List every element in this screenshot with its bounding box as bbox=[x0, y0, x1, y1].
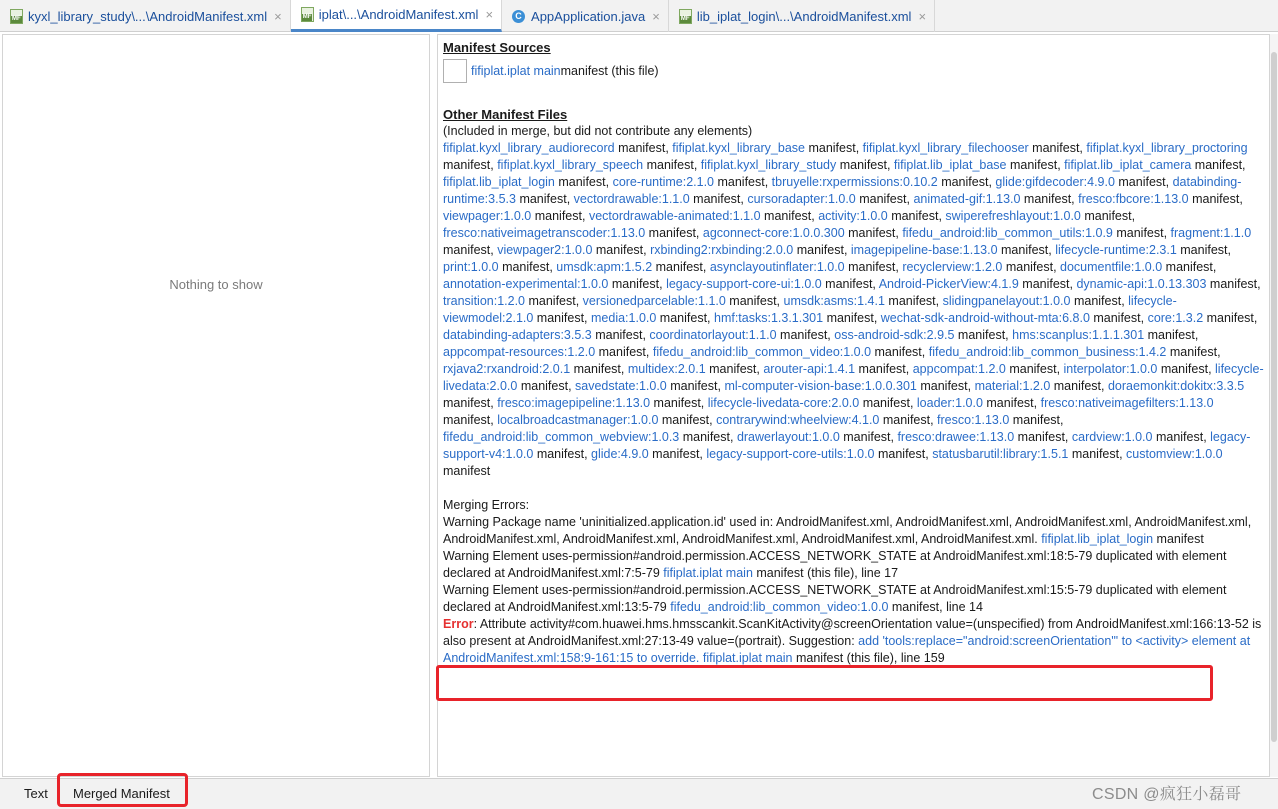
manifest-suffix: manifest bbox=[823, 311, 874, 325]
manifest-suffix: manifest bbox=[570, 362, 621, 376]
manifest-suffix: manifest bbox=[517, 379, 569, 393]
close-icon[interactable]: × bbox=[485, 7, 494, 22]
manifest-file-icon bbox=[10, 9, 23, 24]
manifest-library-link[interactable]: fifiplat.lib_iplat_login bbox=[443, 175, 555, 189]
manifest-library-link[interactable]: Android-PickerView:4.1.9 bbox=[878, 277, 1019, 291]
manifest-library-link[interactable]: statusbarutil:library:1.5.1 bbox=[932, 447, 1069, 461]
manifest-library-link[interactable]: fifiplat.kyxl_library_filechooser bbox=[862, 141, 1029, 155]
manifest-library-link[interactable]: lifecycle-livedata:2.0.0 bbox=[443, 362, 1264, 393]
manifest-library-link[interactable]: slidingpanelayout:1.0.0 bbox=[942, 294, 1071, 308]
close-icon[interactable]: × bbox=[652, 8, 660, 24]
manifest-library-link[interactable]: localbroadcastmanager:1.0.0 bbox=[497, 413, 659, 427]
manifest-library-link[interactable]: fifiplat.lib_iplat_base bbox=[893, 158, 1007, 172]
manifest-suffix: manifest bbox=[937, 175, 989, 189]
editor-tab-2[interactable] bbox=[502, 0, 669, 32]
manifest-suffix: manifest bbox=[705, 362, 757, 376]
manifest-suffix: manifest bbox=[498, 260, 550, 274]
manifest-library-link[interactable]: legacy-support-core-ui:1.0.0 bbox=[666, 277, 822, 291]
manifest-library-link[interactable]: doraemonkit:dokitx:3.3.5 bbox=[1107, 379, 1245, 393]
manifest-suffix: manifest bbox=[997, 243, 1049, 257]
manifest-suffix: manifest bbox=[1005, 362, 1057, 376]
manifest-suffix: manifest bbox=[650, 396, 701, 410]
manifest-suffix: manifest bbox=[884, 294, 936, 308]
manifest-library-link[interactable]: fifiplat.kyxl_library_study bbox=[700, 158, 837, 172]
manifest-library-link[interactable]: lifecycle-livedata-core:2.0.0 bbox=[707, 396, 860, 410]
manifest-suffix: manifest bbox=[821, 277, 873, 291]
tab-label: iplat\...\AndroidManifest.xml bbox=[318, 7, 479, 22]
manifest-library-link[interactable]: transition:1.2.0 bbox=[443, 294, 525, 308]
manifest-library-link[interactable]: fifedu_android:lib_common_webview:1.0.3 bbox=[443, 430, 680, 444]
manifest-library-link[interactable]: vectordrawable:1.1.0 bbox=[573, 192, 690, 206]
manifest-library-link[interactable]: imagepipeline-base:1.13.0 bbox=[850, 243, 998, 257]
manifest-library-link[interactable]: asynclayoutinflater:1.0.0 bbox=[709, 260, 845, 274]
manifest-suffix: manifest bbox=[776, 328, 828, 342]
manifest-library-link[interactable]: fifiplat.kyxl_library_audiorecord bbox=[443, 141, 615, 155]
manifest-suffix: manifest bbox=[614, 141, 666, 155]
manifest-library-link[interactable]: material:1.2.0 bbox=[974, 379, 1051, 393]
manifest-suffix: manifest bbox=[1114, 175, 1166, 189]
manifest-suffix: manifest bbox=[725, 294, 777, 308]
manifest-library-link[interactable]: vectordrawable-animated:1.1.0 bbox=[588, 209, 761, 223]
manifest-suffix: manifest bbox=[1157, 362, 1209, 376]
manifest-library-link[interactable]: glide:4.9.0 bbox=[591, 447, 649, 461]
warning-link[interactable]: fifedu_android:lib_common_video:1.0.0 bbox=[670, 600, 889, 614]
warning-suffix: manifest bbox=[1153, 532, 1204, 546]
source-color-swatch bbox=[443, 59, 467, 83]
manifest-suffix: manifest bbox=[515, 192, 567, 206]
manifest-suffix: manifest bbox=[1014, 430, 1065, 444]
tab-label: lib_iplat_login\...\AndroidManifest.xml bbox=[696, 8, 912, 24]
other-manifest-note: (Included in merge, but did not contribute any elements) bbox=[443, 124, 753, 138]
manifest-library-link[interactable]: animated-gif:1.13.0 bbox=[913, 192, 1021, 206]
manifest-suffix: manifest bbox=[1191, 158, 1243, 172]
manifest-file-icon bbox=[301, 7, 314, 22]
manifest-library-link[interactable]: swiperefreshlayout:1.0.0 bbox=[945, 209, 1081, 223]
manifest-library-link[interactable]: core-runtime:2.1.0 bbox=[612, 175, 714, 189]
warning-suffix: manifest, line 14 bbox=[888, 600, 983, 614]
manifest-suffix: manifest bbox=[1050, 379, 1102, 393]
manifest-library-link[interactable]: savedstate:1.0.0 bbox=[575, 379, 667, 393]
manifest-library-link[interactable]: fresco:fbcore:1.13.0 bbox=[1078, 192, 1189, 206]
manifest-suffix: manifest bbox=[874, 447, 926, 461]
editor-tab-1[interactable] bbox=[291, 0, 502, 32]
manifest-library-link[interactable]: loader:1.0.0 bbox=[916, 396, 983, 410]
manifest-source-suffix: manifest (this file) bbox=[560, 63, 659, 78]
manifest-suffix: manifest bbox=[443, 396, 491, 410]
manifest-library-link[interactable]: annotation-experimental:1.0.0 bbox=[443, 277, 609, 291]
warning-duplicate-permission-1 bbox=[443, 548, 1264, 582]
manifest-suffix: manifest bbox=[1028, 141, 1080, 155]
manifest-source-row bbox=[443, 58, 1264, 84]
manifest-suffix: manifest bbox=[666, 379, 718, 393]
warning-package-name bbox=[443, 514, 1264, 548]
manifest-library-link[interactable]: fragment:1.1.0 bbox=[1170, 226, 1252, 240]
manifest-sources-title: Manifest Sources bbox=[443, 40, 551, 55]
manifest-suffix: manifest bbox=[525, 294, 576, 308]
manifest-library-link[interactable]: viewpager:1.0.0 bbox=[443, 209, 532, 223]
manifest-suffix: manifest bbox=[643, 158, 694, 172]
manifest-library-link[interactable]: multidex:2.0.1 bbox=[627, 362, 706, 376]
manifest-library-link[interactable]: drawerlayout:1.0.0 bbox=[736, 430, 840, 444]
error-manifest-link[interactable]: fifiplat.iplat main bbox=[702, 651, 793, 665]
editor-tab-3[interactable] bbox=[669, 0, 935, 32]
manifest-library-link[interactable]: appcompat-resources:1.2.0 bbox=[443, 345, 596, 359]
manifest-suffix: manifest bbox=[871, 345, 922, 359]
editor-tab-0[interactable] bbox=[0, 0, 291, 32]
manifest-library-link[interactable]: rxjava2:rxandroid:2.0.1 bbox=[443, 362, 571, 376]
warning-text: Warning Element uses-permission#android.permission.ACCESS_NETWORK_STATE at AndroidManifest.xml:18:5-79 duplicated with element declared at AndroidManifest.xml:7:5-79 bbox=[443, 549, 1227, 580]
manifest-suffix: manifest bbox=[1080, 209, 1132, 223]
manifest-suffix: manifest bbox=[1188, 192, 1240, 206]
manifest-library-link[interactable]: fifedu_android:lib_common_utils:1.0.9 bbox=[902, 226, 1113, 240]
manifest-suffix: manifest bbox=[855, 362, 906, 376]
error-suffix: manifest (this file), line 159 bbox=[792, 651, 945, 665]
manifest-suffix: manifest bbox=[1203, 311, 1254, 325]
manifest-library-link[interactable]: legacy-support-core-utils:1.0.0 bbox=[706, 447, 875, 461]
manifest-suffix: manifest bbox=[533, 447, 585, 461]
manifest-library-link[interactable]: cardview:1.0.0 bbox=[1071, 430, 1153, 444]
manifest-suffix: manifest bbox=[443, 464, 491, 478]
manifest-library-link[interactable]: lifecycle-runtime:2.3.1 bbox=[1055, 243, 1177, 257]
manifest-library-link[interactable]: fresco:1.13.0 bbox=[937, 413, 1010, 427]
manifest-library-link[interactable]: glide:gifdecoder:4.9.0 bbox=[995, 175, 1115, 189]
manifest-library-link[interactable]: fifiplat.kyxl_library_base bbox=[672, 141, 805, 155]
manifest-suffix: manifest bbox=[652, 260, 703, 274]
manifest-suffix: manifest bbox=[443, 158, 491, 172]
manifest-suffix: manifest bbox=[656, 311, 708, 325]
manifest-suffix: manifest bbox=[443, 243, 491, 257]
manifest-suffix: manifest bbox=[1176, 243, 1228, 257]
manifest-library-link[interactable]: tbruyelle:rxpermissions:0.10.2 bbox=[771, 175, 938, 189]
manifest-suffix: manifest bbox=[1089, 311, 1141, 325]
manifest-library-link[interactable]: rxbinding2:rxbinding:2.0.0 bbox=[650, 243, 794, 257]
manifest-library-link[interactable]: fresco:imagepipeline:1.13.0 bbox=[497, 396, 651, 410]
manifest-library-link[interactable]: hms:scanplus:1.1.1.301 bbox=[1012, 328, 1145, 342]
editor-bottom-tabs bbox=[0, 778, 1278, 809]
manifest-library-link[interactable]: recyclerview:1.2.0 bbox=[902, 260, 1003, 274]
manifest-suffix: manifest bbox=[1206, 277, 1258, 291]
other-manifest-files-title: Other Manifest Files bbox=[443, 107, 568, 122]
manifest-library-link[interactable]: customview:1.0.0 bbox=[1126, 447, 1223, 461]
manifest-library-link[interactable]: lifecycle-viewmodel:2.1.0 bbox=[443, 294, 1177, 325]
manifest-suffix: manifest bbox=[855, 192, 907, 206]
manifest-suffix: manifest bbox=[554, 175, 606, 189]
manifest-suffix: manifest bbox=[1070, 294, 1122, 308]
manifest-suffix: manifest bbox=[1006, 158, 1058, 172]
manifest-suffix: manifest bbox=[443, 413, 491, 427]
manifest-library-link[interactable]: umsdk:asms:1.4.1 bbox=[783, 294, 885, 308]
manifest-library-link[interactable]: fifedu_android:lib_common_business:1.4.2 bbox=[928, 345, 1167, 359]
manifest-library-link[interactable]: media:1.0.0 bbox=[591, 311, 657, 325]
manifest-suffix: manifest bbox=[760, 209, 812, 223]
manifest-suffix: manifest bbox=[1166, 345, 1218, 359]
manifest-library-link[interactable]: activity:1.0.0 bbox=[818, 209, 888, 223]
tab-merged-manifest[interactable]: Merged Manifest bbox=[73, 786, 170, 801]
manifest-suffix: manifest bbox=[916, 379, 968, 393]
tab-label: AppApplication.java bbox=[531, 8, 646, 24]
manifest-library-link[interactable]: fresco:nativeimagefilters:1.13.0 bbox=[1040, 396, 1214, 410]
manifest-suffix: manifest bbox=[954, 328, 1006, 342]
manifest-suffix: manifest bbox=[1068, 447, 1120, 461]
manifest-suffix: manifest bbox=[1112, 226, 1164, 240]
manifest-suffix: manifest bbox=[1152, 430, 1204, 444]
manifest-suffix: manifest bbox=[887, 209, 939, 223]
manifest-suffix: manifest bbox=[804, 141, 856, 155]
manifest-suffix: manifest bbox=[591, 328, 643, 342]
manifest-library-link[interactable]: interpolator:1.0.0 bbox=[1063, 362, 1158, 376]
manifest-library-link[interactable]: fresco:nativeimagetranscoder:1.13.0 bbox=[443, 226, 646, 240]
manifest-library-link[interactable]: fifiplat.kyxl_library_speech bbox=[497, 158, 644, 172]
merging-errors-title: Merging Errors: bbox=[443, 498, 530, 512]
watermark: CSDN @疯狂小磊哥 bbox=[1092, 786, 1242, 803]
manifest-suffix: manifest bbox=[595, 345, 646, 359]
manifest-suffix: manifest bbox=[859, 396, 910, 410]
manifest-suffix: manifest bbox=[1144, 328, 1195, 342]
manifest-library-link[interactable]: viewpager2:1.0.0 bbox=[497, 243, 593, 257]
manifest-library-link[interactable]: coordinatorlayout:1.1.0 bbox=[649, 328, 777, 342]
editor-tab-bar bbox=[0, 0, 1278, 32]
manifest-library-link[interactable]: hmf:tasks:1.3.1.301 bbox=[714, 311, 824, 325]
manifest-suffix: manifest bbox=[879, 413, 931, 427]
manifest-library-link[interactable]: fifiplat.kyxl_library_proctoring bbox=[1086, 141, 1248, 155]
manifest-library-link[interactable]: databinding-adapters:3.5.3 bbox=[443, 328, 592, 342]
manifest-suffix: manifest bbox=[1009, 413, 1061, 427]
tab-label: kyxl_library_study\...\AndroidManifest.xml bbox=[28, 8, 268, 24]
manifest-library-link[interactable]: databinding-runtime:3.5.3 bbox=[443, 175, 1242, 206]
java-class-icon: C bbox=[512, 10, 525, 23]
manifest-suffix: manifest bbox=[689, 192, 741, 206]
error-screen-orientation bbox=[443, 616, 1264, 667]
other-manifest-list: fifiplat.kyxl_library_audiorecord manifest, fifiplat.kyxl_library_base manifest, fifiplat.kyxl_library_filechooser manifest, fifiplat.kyxl_library_proctoring manifest, fifiplat.kyxl_library_speech manifest, fifiplat.kyxl_library_study manifest, fifiplat.lib_iplat_base manifest, fifiplat.lib_iplat_camera manifest, fifiplat.lib_iplat_login manifest, core-runtime:2.1.0 manifest, tbruyelle:rxpermissions:0.10.2 manifest, glide:gifdecoder:4.9.0 manifest, databinding-runtime:3.5.3 manifest, vectordrawable:1.1.0 manifest, cursoradapter:1.0.0 manifest, animated-gif:1.13.0 manifest, fresco:fbcore:1.13.0 manifest, viewpager:1.0.0 manifest, vectordrawable-animated:1.1.0 manifest, activity:1.0.0 manifest, swiperefreshlayout:1.0.0 manifest, fresco:nativeimagetranscoder:1.13.0 manifest, agconnect-core:1.0.0.300 manifest, fifedu_android:lib_common_utils:1.0.9 manifest, fragment:1.1.0 manifest, viewpager2:1.0.0 manifest, rxbinding2:rxbinding:2.0.0 manifest, imagepipeline-base:1.13.0 manifest, lifecycle-runtime:2.3.1 manifest, print:1.0.0 manifest, umsdk:apm:1.5.2 manifest, asynclayoutinflater:1.0.0 manifest, recyclerview:1.2.0 manifest, documentfile:1.0.0 manifest, annotation-experimental:1.0.0 manifest, legacy-support-core-ui:1.0.0 manifest, Android-PickerView:4.1.9 manifest, dynamic-api:1.0.13.303 manifest, transition:1.2.0 manifest, versionedparcelable:1.1.0 manifest, umsdk:asms:1.4.1 manifest, slidingpanelayout:1.0.0 manifest, lifecycle-viewmodel:2.1.0 manifest, media:1.0.0 manifest, hmf:tasks:1.3.1.301 manifest, wechat-sdk-android-without-mta:6.8.0 manifest, core:1.3.2 manifest, databinding-adapters:3.5.3 manifest, coordinatorlayout:1.1.0 manifest, oss-android-sdk:2.9.5 manifest, hms:scanplus:1.1.1.301 manifest, appcompat-resources:1.2.0 manifest, fifedu_android:lib_common_video:1.0.0 manifest, fifedu_android:lib_common_business:1.4.2 manifest, rxjava2:rxandroid:2.0.1 manifest, multidex:2.0.1 manifest, arouter-api:1.4.1 manifest, appcompat:1.2.0 manifest, interpolator:1.0.0 manifest, lifecycle-livedata:2.0.0 manifest, savedstate:1.0.0 manifest, ml-computer-vision-base:1.0.0.301 manifest, material:1.2.0 manifest, doraemonkit:dokitx:3.3.5 manifest, fresco:imagepipeline:1.13.0 manifest, lifecycle-livedata-core:2.0.0 manifest, loader:1.0.0 manifest, fresco:nativeimagefilters:1.13.0 manifest, localbroadcastmanager:1.0.0 manifest, contrarywind:wheelview:4.1.0 manifest, fresco:1.13.0 manifest, fifedu_android:lib_common_webview:1.0.3 manifest, drawerlayout:1.0.0 manifest, fresco:drawee:1.13.0 manifest, cardview:1.0.0 manifest, legacy-support-v4:1.0.0 manifest, glide:4.9.0 manifest, legacy-support-core-utils:1.0.0 manifest, statusbarutil:library:1.5.1 manifest, customview:1.0.0 manifest bbox=[443, 141, 1264, 478]
error-suggestion-link[interactable]: add 'tools:replace="android:screenOrientation"' to <activity> element at AndroidManifest.xml:158:9-161:15 to override. bbox=[443, 634, 1251, 665]
manifest-library-link[interactable]: arouter-api:1.4.1 bbox=[763, 362, 856, 376]
error-label: Error bbox=[443, 617, 474, 631]
manifest-library-link[interactable]: documentfile:1.0.0 bbox=[1060, 260, 1163, 274]
manifest-library-link[interactable]: core:1.3.2 bbox=[1147, 311, 1204, 325]
manifest-library-link[interactable]: dynamic-api:1.0.13.303 bbox=[1076, 277, 1207, 291]
manifest-suffix: manifest bbox=[836, 158, 887, 172]
manifest-library-link[interactable]: oss-android-sdk:2.9.5 bbox=[834, 328, 955, 342]
manifest-library-link[interactable]: appcompat:1.2.0 bbox=[912, 362, 1006, 376]
warning-duplicate-permission-2 bbox=[443, 582, 1264, 616]
manifest-suffix: manifest bbox=[982, 396, 1034, 410]
manifest-library-link[interactable]: legacy-support-v4:1.0.0 bbox=[443, 430, 1251, 461]
manifest-suffix: manifest bbox=[648, 447, 700, 461]
manifest-suffix: manifest bbox=[839, 430, 891, 444]
manifest-library-link[interactable]: ml-computer-vision-base:1.0.0.301 bbox=[724, 379, 917, 393]
manifest-library-link[interactable]: agconnect-core:1.0.0.300 bbox=[702, 226, 845, 240]
manifest-suffix: manifest bbox=[533, 311, 585, 325]
manifest-suffix: manifest bbox=[714, 175, 765, 189]
manifest-suffix: manifest bbox=[608, 277, 660, 291]
manifest-suffix: manifest bbox=[531, 209, 582, 223]
manifest-library-link[interactable]: wechat-sdk-android-without-mta:6.8.0 bbox=[880, 311, 1090, 325]
manifest-suffix: manifest bbox=[1020, 192, 1072, 206]
manifest-file-icon bbox=[679, 9, 692, 24]
manifest-library-link[interactable]: cursoradapter:1.0.0 bbox=[747, 192, 856, 206]
manifest-source-link[interactable]: fifiplat.iplat main bbox=[471, 63, 561, 78]
manifest-library-link[interactable]: umsdk:apm:1.5.2 bbox=[556, 260, 653, 274]
manifest-library-link[interactable]: contrarywind:wheelview:4.1.0 bbox=[716, 413, 880, 427]
warning-text: Warning Package name 'uninitialized.application.id' used in: AndroidManifest.xml, AndroidManifest.xml, AndroidManifest.xml, AndroidManifest.xml, AndroidManifest.xml, AndroidManifest.xml, AndroidManifest.xml, AndroidManifest.xml, AndroidManifest.xml. bbox=[443, 515, 1252, 546]
manifest-suffix: manifest bbox=[658, 413, 710, 427]
manifest-library-link[interactable]: versionedparcelable:1.1.0 bbox=[582, 294, 726, 308]
warning-suffix: manifest (this file), line 17 bbox=[752, 566, 899, 580]
warning-link[interactable]: fifiplat.iplat main bbox=[663, 566, 753, 580]
manifest-library-link[interactable]: fifiplat.lib_iplat_camera bbox=[1064, 158, 1192, 172]
warning-text: Warning Element uses-permission#android.permission.ACCESS_NETWORK_STATE at AndroidManifest.xml:15:5-79 duplicated with element declared at AndroidManifest.xml:13:5-79 bbox=[443, 583, 1227, 614]
manifest-suffix: manifest bbox=[844, 226, 896, 240]
scrollbar-thumb[interactable] bbox=[1271, 52, 1277, 742]
manifest-library-link[interactable]: fresco:drawee:1.13.0 bbox=[897, 430, 1015, 444]
manifest-tree-pane bbox=[2, 34, 430, 777]
manifest-suffix: manifest bbox=[592, 243, 644, 257]
manifest-library-link[interactable]: fifedu_android:lib_common_video:1.0.0 bbox=[652, 345, 872, 359]
error-text: : Attribute activity#com.huawei.hms.hmsscankit.ScanKitActivity@screenOrientation value=(unspecified) from AndroidManifest.xml:166:13-52 is also present at AndroidManifest.xml:27:13-49 value=(portrait). Suggestion: bbox=[443, 617, 1262, 648]
manifest-suffix: manifest bbox=[793, 243, 844, 257]
manifest-library-link[interactable]: print:1.0.0 bbox=[443, 260, 499, 274]
close-icon[interactable]: × bbox=[918, 8, 927, 24]
tab-text[interactable]: Text bbox=[24, 786, 48, 801]
merged-manifest-info-pane bbox=[437, 34, 1270, 777]
close-icon[interactable]: × bbox=[274, 8, 282, 24]
empty-state-text: Nothing to show bbox=[169, 277, 263, 292]
manifest-suffix: manifest bbox=[1162, 260, 1213, 274]
manifest-suffix: manifest bbox=[645, 226, 696, 240]
manifest-suffix: manifest bbox=[1018, 277, 1070, 291]
manifest-suffix: manifest bbox=[679, 430, 730, 444]
manifest-suffix: manifest bbox=[1002, 260, 1054, 274]
manifest-suffix: manifest bbox=[844, 260, 896, 274]
warning-link[interactable]: fifiplat.lib_iplat_login bbox=[1041, 532, 1154, 546]
